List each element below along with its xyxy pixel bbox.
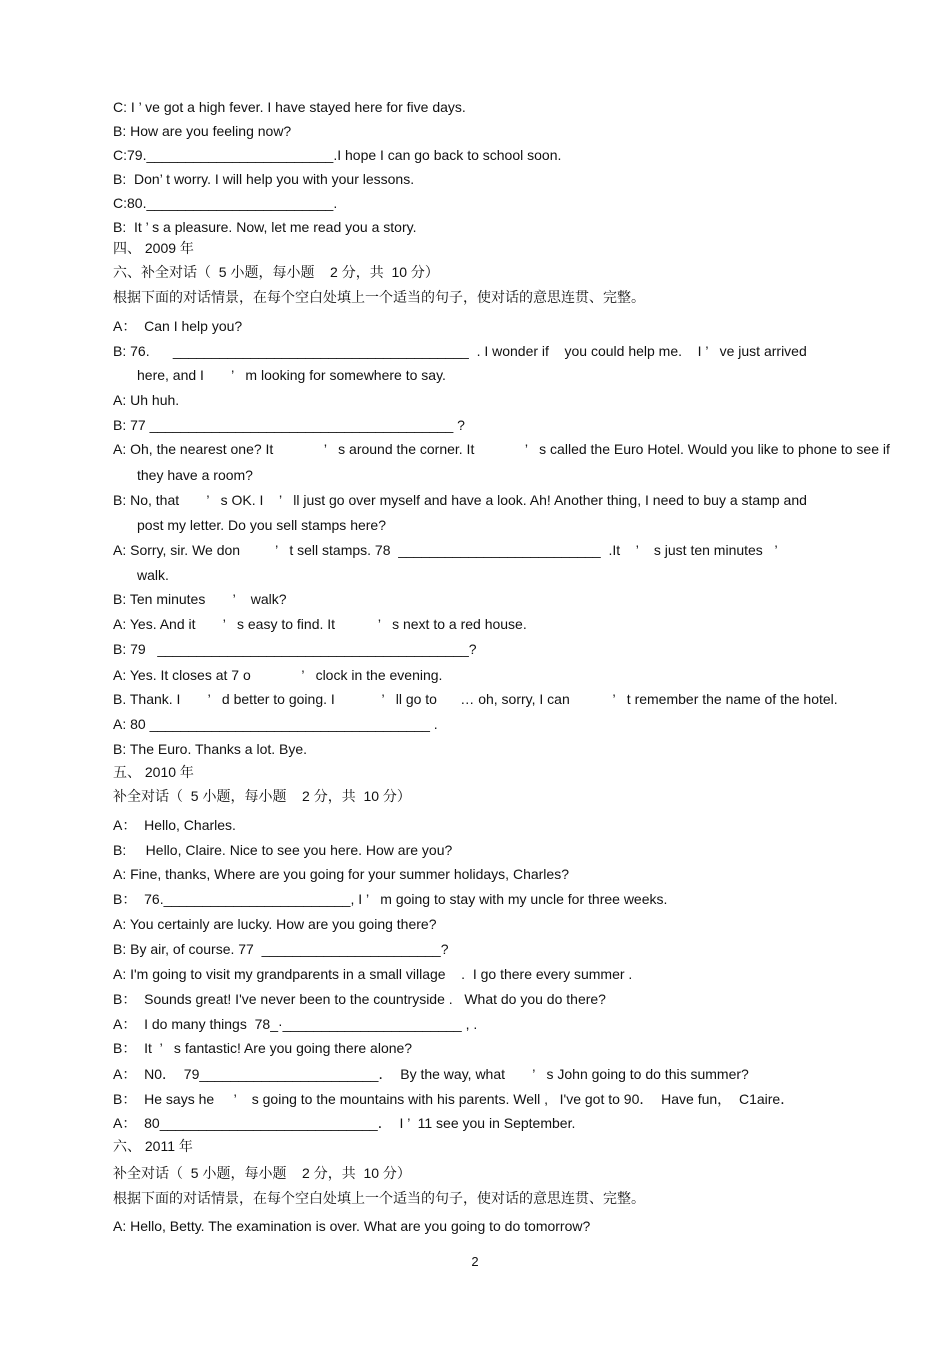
text-line: B： It ’ s fantastic! Are you going there alone? xyxy=(113,1040,413,1056)
text-line: A: You certainly are lucky. How are you going there? xyxy=(113,916,437,932)
text-line: B: Don’ t worry. I will help you with your lessons. xyxy=(113,171,415,187)
text-line: they have a room? xyxy=(137,467,253,483)
text-line: A: I'm going to visit my grandparents in a small village . I go there every summer . xyxy=(113,966,633,982)
text-line: A： Can I help you? xyxy=(113,318,243,334)
text-line: C: I ’ ve got a high fever. I have stayed here for five days. xyxy=(113,99,466,115)
text-line: B: 79 ________________________________________? xyxy=(113,641,477,657)
page-number: 2 xyxy=(471,1254,479,1269)
text-line: B： 76.________________________, I ’ m going to stay with my uncle for three weeks. xyxy=(113,891,668,907)
text-line: A: Sorry, sir. We don ’ t sell stamps. 78 __________________________ .It ’ s just ten minutes ’ xyxy=(113,542,778,558)
instruction: 根据下面的对话情景，在每个空白处填上一个适当的句子，使对话的意思连贯、完整。 xyxy=(113,289,645,305)
text-line: 六、补全对话（ 5 小题，每小题 2 分，共 10 分） xyxy=(113,264,439,280)
text-line: A: Yes. And it ’ s easy to find. It ’ s next to a red house. xyxy=(113,616,527,632)
text-line: C:79.________________________.I hope I can go back to school soon. xyxy=(113,147,562,163)
text-line: B: The Euro. Thanks a lot. Bye. xyxy=(113,741,308,757)
instruction: 根据下面的对话情景，在每个空白处填上一个适当的句子，使对话的意思连贯、完整。 xyxy=(113,1190,645,1206)
text-line: A: Yes. It closes at 7 o ’ clock in the evening. xyxy=(113,667,443,683)
text-line: B: How are you feeling now? xyxy=(113,123,292,139)
text-line: 补全对话（ 5 小题，每小题 2 分，共 10 分） xyxy=(113,788,411,804)
text-line: A: Fine, thanks, Where are you going for your summer holidays, Charles? xyxy=(113,866,569,882)
section-heading: 五、 2010 年 xyxy=(113,764,194,780)
text-line: 补全对话（ 5 小题，每小题 2 分，共 10 分） xyxy=(113,1165,411,1181)
text-line: B: 77 _______________________________________ ? xyxy=(113,417,465,433)
text-line: A: 80 ____________________________________ . xyxy=(113,716,438,732)
text-line: A： I do many things 78_·_______________________ , . xyxy=(113,1016,478,1032)
text-line: B. Thank. I ’ d better to going. I ’ ll go to … oh, sorry, I can ’ t remember the name of the hotel. xyxy=(113,691,838,707)
text-line: walk. xyxy=(137,567,169,583)
text-line: here, and I ’ m looking for somewhere to say. xyxy=(137,367,446,383)
text-line: A: Oh, the nearest one? It ’ s around the corner. It ’ s called the Euro Hotel. Would you like to phone to see if xyxy=(113,441,890,457)
section-heading: 四、 2009 年 xyxy=(113,240,194,256)
text-line: post my letter. Do you sell stamps here? xyxy=(137,517,386,533)
text-line: B: Ten minutes ’ walk? xyxy=(113,591,287,607)
text-line: B: 76. ______________________________________ . I wonder if you could help me. I ’ ve just arrived xyxy=(113,343,807,359)
text-line: B: By air, of course. 77 _______________________? xyxy=(113,941,449,957)
text-line: B： He says he ’ s going to the mountains with his parents. Well , I've got to 90． Have fun， C1aire． xyxy=(113,1091,795,1107)
text-line: B: Hello, Claire. Nice to see you here. How are you? xyxy=(113,842,453,858)
text-line: C:80.________________________. xyxy=(113,195,338,211)
text-line: B： Sounds great! I've never been to the countryside . What do you do there? xyxy=(113,991,606,1007)
text-line: A: Uh huh. xyxy=(113,392,180,408)
text-line: A： N0． 79_______________________． By the way, what ’ s John going to do this summer? xyxy=(113,1066,749,1082)
text-line: A： 80____________________________． I ’ 11 see you in September. xyxy=(113,1115,576,1131)
text-line: B: It ’ s a pleasure. Now, let me read you a story. xyxy=(113,219,417,235)
text-line: A： Hello, Charles. xyxy=(113,817,236,833)
text-line: A: Hello, Betty. The examination is over. What are you going to do tomorrow? xyxy=(113,1218,591,1234)
text-line: B: No, that ’ s OK. I ’ ll just go over myself and have a look. Ah! Another thing, I need to buy a stamp and xyxy=(113,492,807,508)
section-heading: 六、 2011 年 xyxy=(113,1138,193,1154)
